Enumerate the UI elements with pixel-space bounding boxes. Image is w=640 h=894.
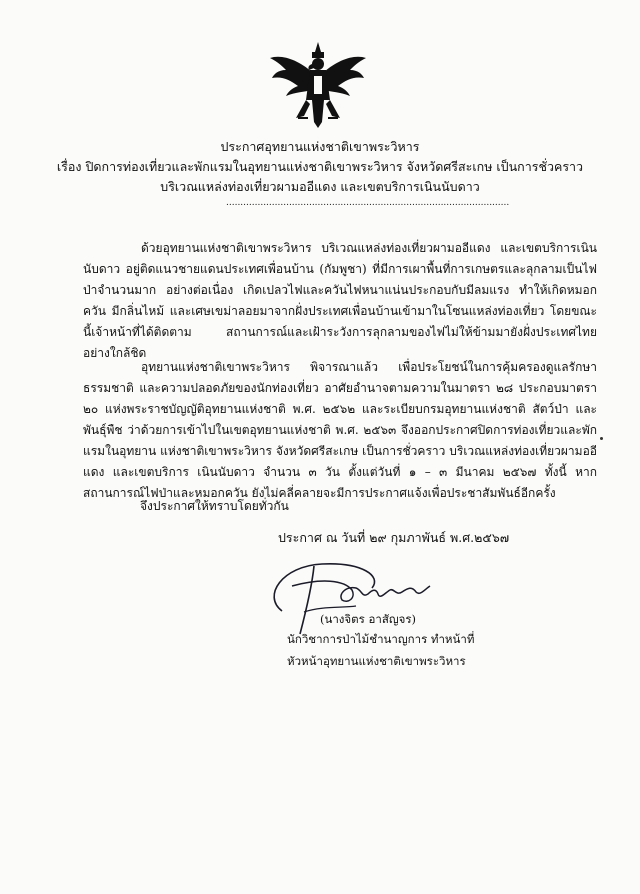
separator-dotted-line: ................................................................................................... bbox=[226, 198, 510, 208]
announcement-subject-line2: บริเวณแหล่งท่องเที่ยวผามออีแดง และเขตบริการเนินนับดาว bbox=[160, 179, 480, 194]
signer-name: (นางจิตร อาสัญจร) bbox=[320, 612, 417, 626]
signer-position-line2: หัวหน้าอุทยานแห่งชาติเขาพระวิหาร bbox=[287, 654, 466, 668]
body-paragraph-1: ด้วยอุทยานแห่งชาติเขาพระวิหาร บริเวณแหล่งท่องเที่ยวผามออีแดง และเขตบริการเนินนับดาว อยู่ติดแนวชายแดนประเทศเพื่อนบ้าน (กัมพูชา) ที่มีการเผาพื้นที่การเกษตรและลุกลามเป็นไฟป่าจำนวนมาก อย่างต่อเนื่อง เกิดเปลวไฟและควันไฟหนาแน่นประกอบกับมีลมแรง ทำให้เกิดหมอกควัน มีกลิ่นไหม้ และเศษเขม่าลอยมาจากฝั่งประเทศเพื่อนบ้านเข้ามาในโซนแหล่งท่องเที่ยว โดยขณะนี้เจ้าหน้าที่ได้ติดตาม สถานการณ์และเฝ้าระวังการลุกลามของไฟไม่ให้ข้ามมายังฝั่งประเทศไทย อย่างใกล้ชิด bbox=[83, 241, 597, 360]
body-paragraph-2: อุทยานแห่งชาติเขาพระวิหาร พิจารณาแล้ว เพื่อประโยชน์ในการคุ้มครองดูแลรักษาธรรมชาติ และความปลอดภัยของนักท่องเที่ยว อาศัยอำนาจตามความในมาตรา ๒๘ ประกอบมาตรา ๒๐ แห่งพระราชบัญญัติอุทยานแห่งชาติ พ.ศ. ๒๕๖๒ และระเบียบกรมอุทยานแห่งชาติ สัตว์ป่า และพันธุ์พืช ว่าด้วยการเข้าไปในเขตอุทยานแห่งชาติ พ.ศ. ๒๕๖๓ จึงออกประกาศปิดการท่องเที่ยวและพักแรมในอุทยาน แห่งชาติเขาพระวิหาร จังหวัดศรีสะเกษ เป็นการชั่วคราว บริเวณแหล่งท่องเที่ยวผามออีแดง และเขตบริการ เนินนับดาว จำนวน ๓ วัน ตั้งแต่วันที่ ๑ – ๓ มีนาคม ๒๕๖๗ ทั้งนี้ หากสถานการณ์ไฟป่าและหมอกควัน ยังไม่คลี่คลายจะมีการประกาศแจ้งเพื่อประชาสัมพันธ์อีกครั้ง bbox=[83, 360, 597, 500]
closing-statement: จึงประกาศให้ทราบโดยทั่วกัน bbox=[140, 499, 289, 513]
announcement-date: ประกาศ ณ วันที่ ๒๙ กุมภาพันธ์ พ.ศ.๒๕๖๗ bbox=[278, 530, 510, 545]
announcement-title: ประกาศอุทยานแห่งชาติเขาพระวิหาร bbox=[220, 139, 420, 154]
paper-speck bbox=[600, 437, 603, 440]
signer-position-line1: นักวิชาการป่าไม้ชำนาญการ ทำหน้าที่ bbox=[287, 632, 475, 646]
garuda-emblem-icon bbox=[268, 40, 368, 130]
announcement-subject-line1: เรื่อง ปิดการท่องเที่ยวและพักแรมในอุทยานแห่งชาติเขาพระวิหาร จังหวัดศรีสะเกษ เป็นการชั่วคราว bbox=[56, 159, 584, 174]
